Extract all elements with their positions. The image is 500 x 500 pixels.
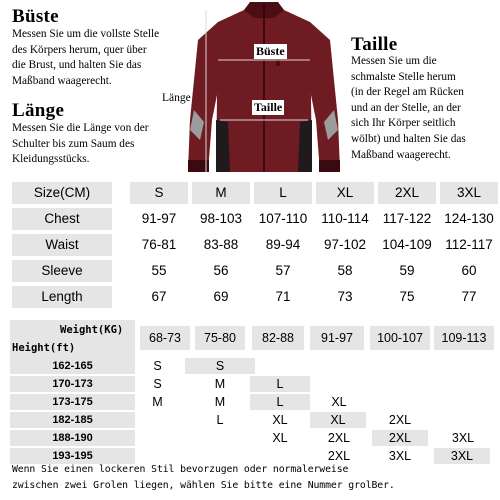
table-cell: 98-103 [199, 211, 243, 226]
waist-image-label: Taille [254, 100, 283, 114]
table-cell: 91-97 [141, 211, 177, 226]
table-cell: 124-130 [444, 211, 494, 226]
height-row-label: 193-195 [10, 448, 135, 464]
table-cell: 69 [213, 289, 229, 304]
height-axis-label: Height(ft) [12, 342, 76, 354]
table-cell: 83-88 [203, 237, 239, 252]
bust-description: Messen Sie um die vollste Stelle des Körpers herum, quer über die Brust, und halten Sie das Maßband waagerecht. [12, 28, 160, 87]
row-label-waist: Waist [12, 234, 112, 256]
bust-heading: Büste [12, 6, 59, 27]
table-cell: 60 [461, 263, 477, 278]
row-label-length: Length [12, 286, 112, 308]
height-row-label: 188-190 [10, 430, 135, 446]
fit-cell: 3XL [451, 431, 475, 445]
table-cell: 57 [275, 263, 291, 278]
size-chart-table [0, 178, 500, 308]
waist-heading: Taille [351, 34, 398, 55]
table-cell: 76-81 [141, 237, 177, 252]
bust-image-label: Büste [256, 44, 285, 58]
height-row-label: 170-173 [10, 376, 135, 392]
weight-header: 75-80 [195, 326, 245, 350]
table-cell: 117-122 [382, 211, 432, 226]
fit-cell: XL [272, 431, 288, 445]
fit-cell: S [153, 377, 162, 391]
size-header: L [254, 182, 312, 204]
jacket-illustration [178, 0, 350, 178]
table-cell: 75 [399, 289, 415, 304]
fit-cell: 3XL [388, 449, 412, 463]
height-row-label: 182-185 [10, 412, 135, 428]
weight-header: 109-113 [434, 326, 494, 350]
table-cell: 67 [151, 289, 167, 304]
measurement-guide [0, 0, 500, 180]
fit-cell: L [250, 376, 310, 392]
table-cell: 55 [151, 263, 167, 278]
fit-cell: S [153, 359, 162, 373]
fit-cell: L [250, 394, 310, 410]
fit-cell: L [216, 413, 224, 427]
table-cell: 58 [337, 263, 353, 278]
fit-cell: 2XL [327, 449, 351, 463]
fit-cell: M [152, 395, 163, 409]
size-header: 2XL [378, 182, 436, 204]
fit-cell: 2XL [372, 430, 428, 446]
row-label-sleeve: Sleeve [12, 260, 112, 282]
fit-cell: XL [272, 413, 288, 427]
weight-header: 68-73 [140, 326, 190, 350]
size-header: XL [316, 182, 374, 204]
height-row-label: 162-165 [10, 358, 135, 374]
fit-cell: 2XL [388, 413, 412, 427]
row-label-chest: Chest [12, 208, 112, 230]
weight-axis-label: Weight(KG) [60, 324, 124, 336]
fit-cell: XL [310, 412, 366, 428]
fit-cell: 2XL [327, 431, 351, 445]
weight-header: 82-88 [252, 326, 304, 350]
table-cell: 107-110 [258, 211, 308, 226]
size-header: 3XL [440, 182, 498, 204]
fit-chart-table [0, 318, 500, 464]
fit-cell: XL [331, 395, 347, 409]
size-header: S [130, 182, 188, 204]
table-cell: 104-109 [382, 237, 432, 252]
table-cell: 56 [213, 263, 229, 278]
weight-header: 100-107 [370, 326, 430, 350]
note-line: zwischen zwei Grolen liegen, wählen Sie bitte eine Nummer grolBer. [12, 480, 395, 491]
table-cell: 110-114 [321, 211, 369, 226]
weight-header: 91-97 [310, 326, 364, 350]
table-cell: 112-117 [445, 237, 493, 252]
jacket-image [178, 0, 350, 178]
length-image-label: Länge [162, 92, 191, 104]
table-cell: 71 [275, 289, 291, 304]
size-note [12, 462, 498, 494]
size-header: Size(CM) [12, 182, 112, 204]
length-description: Messen Sie die Länge von der Schulter bis zum Saum des Kleidungsstücks. [12, 122, 149, 165]
table-cell: 89-94 [265, 237, 301, 252]
table-cell: 59 [399, 263, 415, 278]
height-row-label: 173-175 [10, 394, 135, 410]
size-header: M [192, 182, 250, 204]
waist-description: Messen Sie um die schmalste Stelle herum (in der Regel am Rücken und an der Stelle, an der sich Ihr Körper seitlich wölbt) und halten Sie das Maßband waagerecht. [351, 55, 466, 161]
fit-cell: M [214, 377, 226, 391]
fit-cell: 3XL [434, 448, 490, 464]
table-cell: 97-102 [323, 237, 367, 252]
note-line: Wenn Sie einen lockeren Stil bevorzugen oder normalerweise [12, 464, 349, 475]
table-cell: 77 [461, 289, 477, 304]
table-cell: 73 [337, 289, 353, 304]
length-heading: Länge [12, 100, 65, 121]
fit-cell: M [214, 395, 226, 409]
fit-cell: S [185, 358, 255, 374]
corner-cell [10, 320, 135, 358]
